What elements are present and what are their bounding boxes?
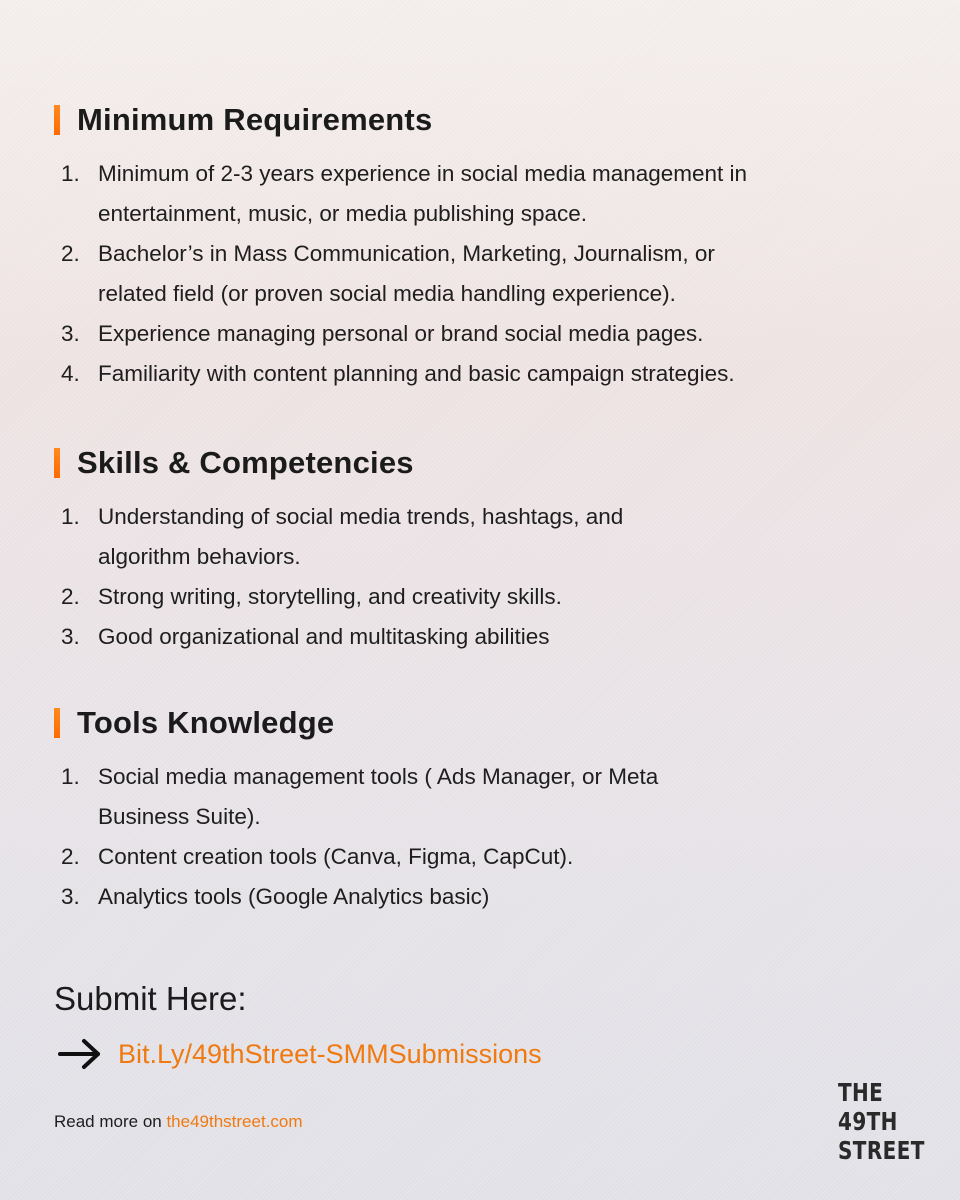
- submit-title: Submit Here:: [54, 980, 247, 1017]
- list-item-text: Social media management tools ( Ads Manager, or Meta Business Suite).: [98, 764, 659, 829]
- list-number: 3.: [61, 884, 80, 909]
- list-item: [54, 837, 914, 877]
- section-title: Minimum Requirements: [77, 102, 433, 137]
- list-item-text: Content creation tools (Canva, Figma, CapCut).: [98, 844, 574, 869]
- section-title: Tools Knowledge: [77, 705, 335, 740]
- submit-link-row: [56, 1032, 542, 1076]
- brand-logo: THE 49TH STREET: [838, 1078, 925, 1165]
- requirements-list: [54, 154, 914, 394]
- list-number: 1.: [61, 161, 80, 186]
- list-item-text: Experience managing personal or brand social media pages.: [98, 321, 704, 346]
- list-item-text: Familiarity with content planning and basic campaign strategies.: [98, 361, 735, 386]
- section-minimum-requirements: [54, 100, 914, 394]
- section-heading: [54, 443, 914, 483]
- list-item: [54, 154, 914, 234]
- list-number: 2.: [61, 844, 80, 869]
- list-number: 2.: [61, 584, 80, 609]
- list-item: [54, 877, 914, 917]
- list-number: 3.: [61, 321, 80, 346]
- submission-link[interactable]: Bit.Ly/49thStreet-SMMSubmissions: [118, 1038, 542, 1069]
- list-number: 2.: [61, 241, 80, 266]
- list-number: 1.: [61, 504, 80, 529]
- list-number: 4.: [61, 361, 80, 386]
- list-item: [54, 354, 914, 394]
- list-number: 1.: [61, 764, 80, 789]
- website-link[interactable]: the49thstreet.com: [166, 1112, 303, 1131]
- list-item: [54, 617, 914, 657]
- accent-bar: [54, 708, 60, 738]
- list-item: [54, 497, 914, 577]
- list-item-text: Analytics tools (Google Analytics basic): [98, 884, 490, 909]
- list-item: [54, 757, 914, 837]
- list-item-text: Bachelor’s in Mass Communication, Marketing, Journalism, or related field (or proven social media handling experience).: [98, 241, 715, 306]
- section-heading: [54, 703, 914, 743]
- accent-bar: [54, 105, 60, 135]
- list-number: 3.: [61, 624, 80, 649]
- section-title: Skills & Competencies: [77, 445, 414, 480]
- list-item: [54, 577, 914, 617]
- list-item-text: Understanding of social media trends, hashtags, and algorithm behaviors.: [98, 504, 624, 569]
- list-item-text: Good organizational and multitasking abilities: [98, 624, 550, 649]
- list-item: [54, 234, 914, 314]
- read-more-text: Read more on the49thstreet.com: [54, 1112, 303, 1131]
- accent-bar: [54, 448, 60, 478]
- list-item: [54, 314, 914, 354]
- list-item-text: Strong writing, storytelling, and creativity skills.: [98, 584, 562, 609]
- list-item-text: Minimum of 2-3 years experience in social media management in entertainment, music, or media publishing space.: [98, 161, 748, 226]
- arrow-right-icon: [56, 1036, 104, 1072]
- section-skills-competencies: [54, 443, 914, 657]
- skills-list: [54, 497, 914, 657]
- tools-list: [54, 757, 914, 917]
- section-tools-knowledge: [54, 703, 914, 917]
- section-heading: [54, 100, 914, 140]
